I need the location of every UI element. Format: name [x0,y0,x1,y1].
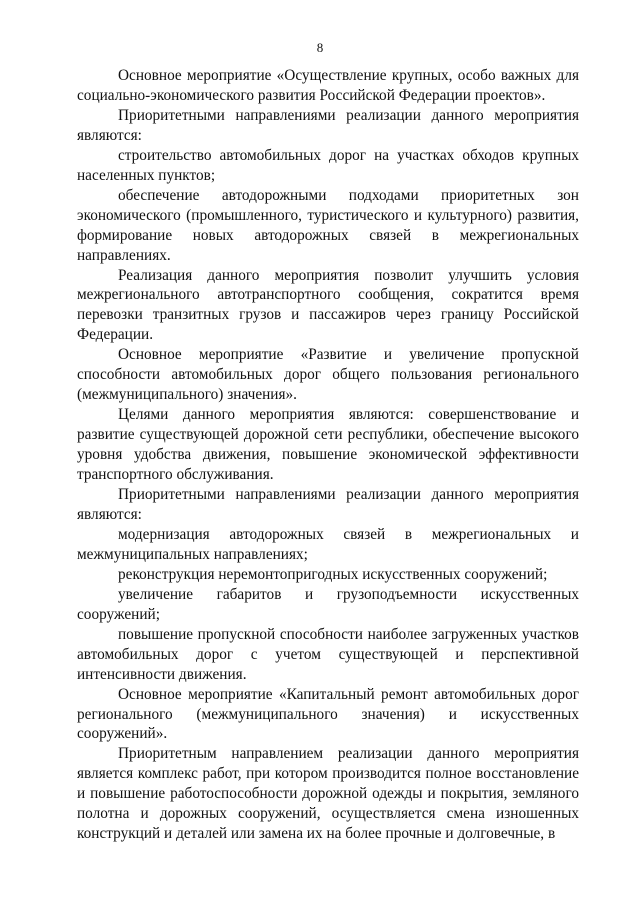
page-number: 8 [316,40,324,55]
paragraph-priority-directions-intro-2: Приоритетными направлениями реализации данного мероприятия являются: [77,486,579,523]
paragraph-capacity-increase: повышение пропускной способности наиболее загруженных участков автомобильных дорог с учетом существующей и перспективной интенсивности движения. [77,625,579,683]
paragraph-priority-directions-intro: Приоритетными направлениями реализации данного мероприятия являются: [77,106,579,144]
paragraph-main-activity-repair: Основное мероприятие «Капитальный ремонт автомобильных дорог регионального (межмуниципального значения) и искусственных сооружений». [77,685,579,743]
paragraph-reconstruction: реконструкция неремонтопригодных искусственных сооружений; [118,565,548,583]
paragraph-implementation-effect: Реализация данного мероприятия позволит улучшить условия межрегионального автотранспортного сообщения, сократится время перевозки транзитных грузов и пассажиров через границу Российской Федерации. [77,266,579,344]
paragraph-goals: Целями данного мероприятия являются: совершенствование и развитие существующей дорожной сети республики, обеспечение высокого уровня удобства движения, повышение экономической эффективности транспортного обслуживания. [77,406,579,484]
paragraph-bypass-construction: строительство автомобильных дорог на участках обходов крупных населенных пунктов; [77,146,579,184]
paragraph-dimension-increase: увеличение габаритов и грузоподъемности искусственных сооружений; [77,585,579,623]
paragraph-repair-priority: Приоритетным направлением реализации данного мероприятия является комплекс работ, при котором производится полное восстановление и повышение работоспособности дорожной одежды и покрытия, земляного полотна и дорожных сооружений, осуществляется смена изношенных конструкций и деталей или замена их на более прочные и долговечные, в [77,745,579,843]
document-body [77,66,579,844]
paragraph-main-activity-capacity: Основное мероприятие «Развитие и увеличение пропускной способности автомобильных дорог общего пользования регионального (межмуниципального) значения». [77,346,579,404]
paragraph-road-approaches: обеспечение автодорожными подходами приоритетных зон экономического (промышленного, туристического и культурного) развития, формирование новых автодорожных связей в межрегиональных направлениях. [77,186,579,264]
paragraph-modernization: модернизация автодорожных связей в межрегиональных и межмуниципальных направлениях; [77,525,579,563]
paragraph-main-activity-major-projects: Основное мероприятие «Осуществление крупных, особо важных для социально-экономического развития Российской Федерации проектов». [77,67,579,104]
